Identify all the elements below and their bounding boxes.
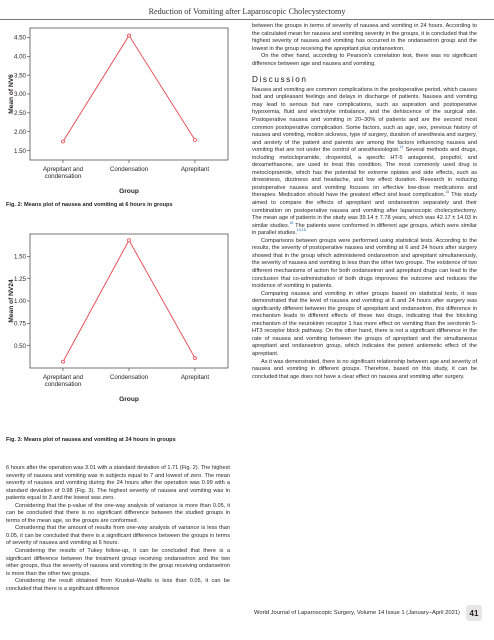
x-axis-label: Group — [119, 396, 139, 403]
y-axis-label: Mean of NV6 — [8, 74, 15, 114]
paragraph: As it was demonstrated, there is no significant relationship between age and severity of nausea and vomiting in different groups. Therefore, based on this study, it can be concluded that age does not have a clear effect on nausea and vomiting after surgery. — [252, 358, 477, 380]
x-tick-label-line: Aprepitant — [180, 374, 210, 381]
text-run: The patients were conformed in different age groups, which were similar in parallel studies. — [252, 222, 477, 237]
citation-link[interactable]: 14 — [399, 145, 404, 150]
y-tick-label: 3.50 — [13, 72, 26, 80]
header-rule — [0, 19, 494, 20]
plot-frame — [30, 28, 228, 160]
y-tick-label: 0.50 — [13, 342, 26, 350]
y-tick-label: 1.25 — [13, 275, 26, 283]
left-column — [6, 465, 230, 593]
x-tick-label-line: condensation — [44, 173, 82, 180]
x-tick-label-line: Aprepitant and — [42, 166, 84, 173]
data-point — [194, 357, 197, 360]
figure-2-caption: Fig. 2: Means plot of nausea and vomiting at 6 hours in groups — [6, 202, 173, 208]
x-tick-label-line: Aprepitant — [180, 166, 210, 173]
paragraph: On the other hand, according to Pearson's correlation test, there was no significant difference between age and nausea and vomiting. — [252, 53, 477, 67]
paragraph: Comparisons between groups were performed using statistical tests. According to the results, the severity of postoperative nausea and vomiting at 6 and 24 hours after surgery showed that in the group which administered ondansetron and aprepitant simultaneously, the severity of nausea and vomiting is less than the other two groups. The existence of two different mechanisms of action for both ondansetron and aprepitant drugs can lead to the conclusion that co-administration of both drugs improves the outcome and reduces the incidence of vomiting in patients. — [252, 237, 477, 290]
paragraph — [252, 87, 477, 238]
paragraph: Considering the results of Tukey follow-up, it can be concluded that there is a significant difference between the treatment group receiving ondansetron and the two other groups, thus the severity of nausea and vomiting in the group receiving ondansetron is more than the other two groups. — [6, 548, 230, 577]
paragraph: between the groups in terms of severity of nausea and vomiting in 24 hours. According to the calculated mean for nausea and vomiting severity in the groups, it is concluded that the highest severity of nausea and vomiting has occurred in the ondansetron group and the lowest in the group receiving the aprepitant plus ondansetron. — [252, 23, 477, 52]
y-tick-label: 4.00 — [13, 53, 26, 61]
y-tick-label: 0.75 — [13, 320, 26, 328]
journal-citation: World Journal of Laparoscopic Surgery, Volume 14 Issue 1 (January–April 2021) — [253, 610, 460, 616]
y-tick-label: 1.50 — [13, 147, 26, 155]
data-point — [62, 140, 65, 143]
x-tick-label — [110, 166, 149, 173]
y-tick-label: 1.50 — [13, 253, 26, 261]
page-footer — [254, 605, 482, 621]
x-tick-label-line: Condensation — [109, 166, 149, 173]
means-plot-nv6 — [6, 24, 232, 200]
right-column — [252, 23, 477, 381]
figure-3-caption: Fig. 3: Means plot of nausea and vomiting at 24 hours in groups — [6, 437, 176, 443]
citation-link[interactable]: 14,15 — [296, 228, 306, 233]
x-tick-label — [43, 374, 84, 388]
text-run: Several methods and drugs, including metoclopramide, droperidol, a specific HT-5 antagonist, propofol, and dexamethasone, are used to treat this condition. The most commonly used drug is metoclopramide, which has the potential for extreme opiates and side effects, such as drowsiness, dizziness and headache, and low effect duration. Research in reducing postoperative nausea and vomiting focuses on effective low-dose medications and therapies. Medication should have the greatest effect and least complication. — [252, 147, 477, 199]
x-tick-label — [43, 166, 84, 180]
text-run: Nausea and vomiting are common complications in the postoperative period, which causes bad and unpleasant feelings and delays in discharge of patients. Nausea and vomiting may lead to serious but rare complications, such as aspiration and postoperative hypoxemia, fluid and electrolyte imbalance, and the dehiscence of the surgical site. Postoperative nausea and vomiting in 20–30% of patients and are the second most common postoperative complication. Some factors, such as age, sex, previous history of nausea and vomiting, motion sickness, type of surgery, duration of anesthesia and surgery, and anxiety of the patient and parents are among the factors influencing nausea and vomiting that are not under the control of anesthesiologist. — [252, 86, 477, 154]
data-point — [62, 360, 65, 363]
paragraph: Considering that the amount of results from one-way analysis of variance is less than 0.05, it can be concluded that there is a significant difference between the groups in terms of severity of nausea and vomiting at 6 hours. — [6, 525, 230, 547]
y-tick-label: 2.50 — [13, 110, 26, 118]
x-tick-label-line: Condensation — [109, 374, 149, 381]
section-heading-discussion: Discussion — [252, 75, 308, 85]
x-tick-label — [181, 374, 209, 381]
y-tick-label: 1.00 — [13, 298, 26, 306]
means-plot-nv24 — [6, 230, 232, 408]
data-point — [128, 34, 131, 37]
x-tick-label — [110, 374, 149, 381]
paragraph: Considering the result obtained from Kruskal–Wallis is less than 0.05, it can be concluded that there is a significant difference — [6, 578, 230, 592]
paragraph: Considering that the p-value of the one-way analysis of variance is more than 0.05, it can be concluded that there is no significant difference between the studied groups in terms of the mean age, so the groups are conformed. — [6, 502, 230, 524]
x-tick-label-line: Aprepitant and — [42, 374, 84, 381]
x-tick-label-line: condensation — [44, 381, 82, 388]
paragraph: 6 hours after the operation was 3.01 with a standard deviation of 1.71 (Fig. 2). The highest severity of nausea and vomiting was in subjects equal to 7 and lowest of zero. The mean severity of nausea and vomiting during the 24 hours after the operation was 0.99 with a standard deviation of 0.98 (Fig. 3). The highest severity of nausea and vomiting was in patients equal to 3 and the lowest was zero. — [6, 465, 230, 502]
figure-2 — [6, 24, 232, 200]
data-point — [194, 139, 197, 142]
y-tick-label: 2.00 — [13, 128, 26, 136]
text-run: This study aimed to compare the effects of aprepitant and ondansetron separately and their combination on postoperative nausea and vomiting after laparoscopic cholecystectomy. The mean age of patients in the study was 39.14 ± 7.78 years, which was 42.17 ± 14.03 in similar studies. — [252, 192, 477, 229]
x-axis-label: Group — [119, 188, 139, 195]
y-tick-label: 4.50 — [13, 34, 26, 42]
figure-3 — [6, 230, 232, 408]
running-head: Reduction of Vomiting after Laparoscopic Cholecystectomy — [148, 7, 346, 16]
citation-link[interactable]: 16 — [289, 220, 294, 225]
citation-link[interactable]: 15 — [445, 190, 450, 195]
y-axis-label: Mean of NV24 — [8, 279, 15, 323]
page-number: 41 — [466, 605, 482, 621]
y-tick-label: 3.00 — [13, 91, 26, 99]
x-tick-label — [181, 166, 209, 173]
plot-frame — [30, 234, 228, 368]
data-point — [128, 239, 131, 242]
paragraph: Comparing nausea and vomiting in other groups based on statistical tests, it was demonstrated that the level of nausea and vomiting at 6 and 24 hours after surgery was significantly different between the groups of aprepitant and ondansetron, this difference in mechanism leads to different effects of these two drugs, indicating that the blocking mechanism of the neurokinin receptor 1 has more effect on vomiting than the serotonin 5-HT3 receptor block pathway. On the other hand, there is not a significant difference in the rate of nausea and vomiting between the groups of aprepitant and the simultaneous aprepitant and ondansetron group, which indicates the potent antiemetic effect of the aprepitant. — [252, 290, 477, 357]
